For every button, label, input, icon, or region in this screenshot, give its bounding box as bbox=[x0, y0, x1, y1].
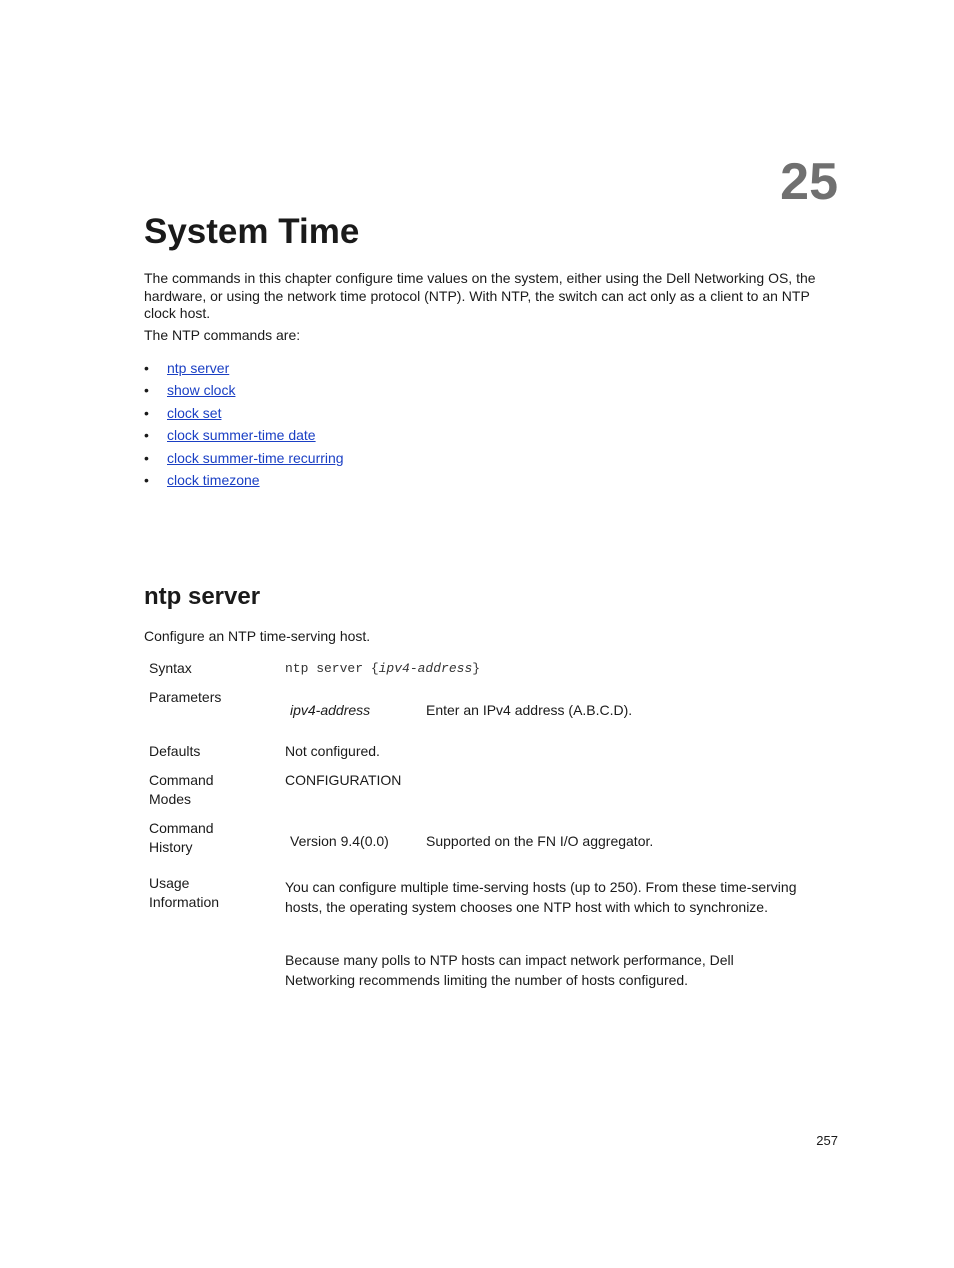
list-item bbox=[144, 358, 344, 380]
chapter-title: System Time bbox=[144, 212, 360, 251]
chapter-number: 25 bbox=[780, 153, 838, 211]
chapter-intro: The commands in this chapter configure time values on the system, either using the Dell Networking OS, the hardware, or using the network time protocol (NTP). With NTP, the switch can act only as a client to an NTP clock host. bbox=[144, 270, 816, 321]
defaults-value: Not configured. bbox=[285, 743, 380, 759]
usage-label-line1: Usage bbox=[149, 875, 190, 891]
bullet-icon: • bbox=[144, 382, 149, 399]
history-label-line2: History bbox=[149, 839, 193, 855]
history-label-line1: Command bbox=[149, 820, 214, 836]
page-number: 257 bbox=[816, 1133, 838, 1148]
list-item bbox=[144, 448, 344, 470]
list-item bbox=[144, 380, 344, 402]
link-clock-summer-time-date[interactable]: clock summer-time date bbox=[167, 427, 316, 444]
usage-label-line2: Information bbox=[149, 894, 220, 910]
bullet-icon: • bbox=[144, 427, 149, 444]
parameters-label: Parameters bbox=[149, 689, 222, 705]
list-item bbox=[144, 425, 344, 447]
history-version: Version 9.4(0.0) bbox=[290, 833, 389, 849]
link-clock-timezone[interactable]: clock timezone bbox=[167, 471, 260, 488]
defaults-label: Defaults bbox=[149, 743, 201, 759]
syntax-close-text: } bbox=[472, 661, 481, 676]
syntax-param-text: ipv4-address bbox=[378, 661, 473, 676]
commands-intro: The NTP commands are: bbox=[144, 327, 301, 343]
bullet-icon: • bbox=[144, 404, 149, 421]
syntax-command bbox=[285, 659, 480, 678]
modes-label-line2: Modes bbox=[149, 791, 192, 807]
usage-paragraph-1: You can configure multiple time-serving hosts (up to 250). From these time-serving hosts, the operating system chooses one NTP host with which to synchronize. bbox=[285, 879, 797, 915]
link-clock-summer-time-recurring[interactable]: clock summer-time recurring bbox=[167, 449, 344, 466]
list-item bbox=[144, 470, 344, 492]
link-show-clock[interactable]: show clock bbox=[167, 382, 236, 399]
history-description: Supported on the FN I/O aggregator. bbox=[426, 833, 654, 849]
section-title: ntp server bbox=[144, 583, 261, 610]
link-ntp-server[interactable]: ntp server bbox=[167, 360, 230, 376]
modes-value: CONFIGURATION bbox=[285, 772, 402, 788]
bullet-icon: • bbox=[144, 471, 149, 488]
command-list bbox=[144, 358, 344, 492]
bullet-icon: • bbox=[144, 360, 149, 376]
syntax-cmd-text: ntp server { bbox=[285, 661, 379, 676]
param-description: Enter an IPv4 address (A.B.C.D). bbox=[426, 702, 633, 718]
list-item bbox=[144, 403, 344, 425]
bullet-icon: • bbox=[144, 449, 149, 466]
modes-label-line1: Command bbox=[149, 772, 214, 788]
usage-paragraph-2: Because many polls to NTP hosts can impact network performance, Dell Networking recommends limiting the number of hosts configured. bbox=[285, 952, 734, 988]
section-description: Configure an NTP time-serving host. bbox=[144, 628, 371, 644]
param-name: ipv4-address bbox=[290, 702, 371, 718]
syntax-label: Syntax bbox=[149, 660, 192, 676]
link-clock-set[interactable]: clock set bbox=[167, 404, 222, 421]
